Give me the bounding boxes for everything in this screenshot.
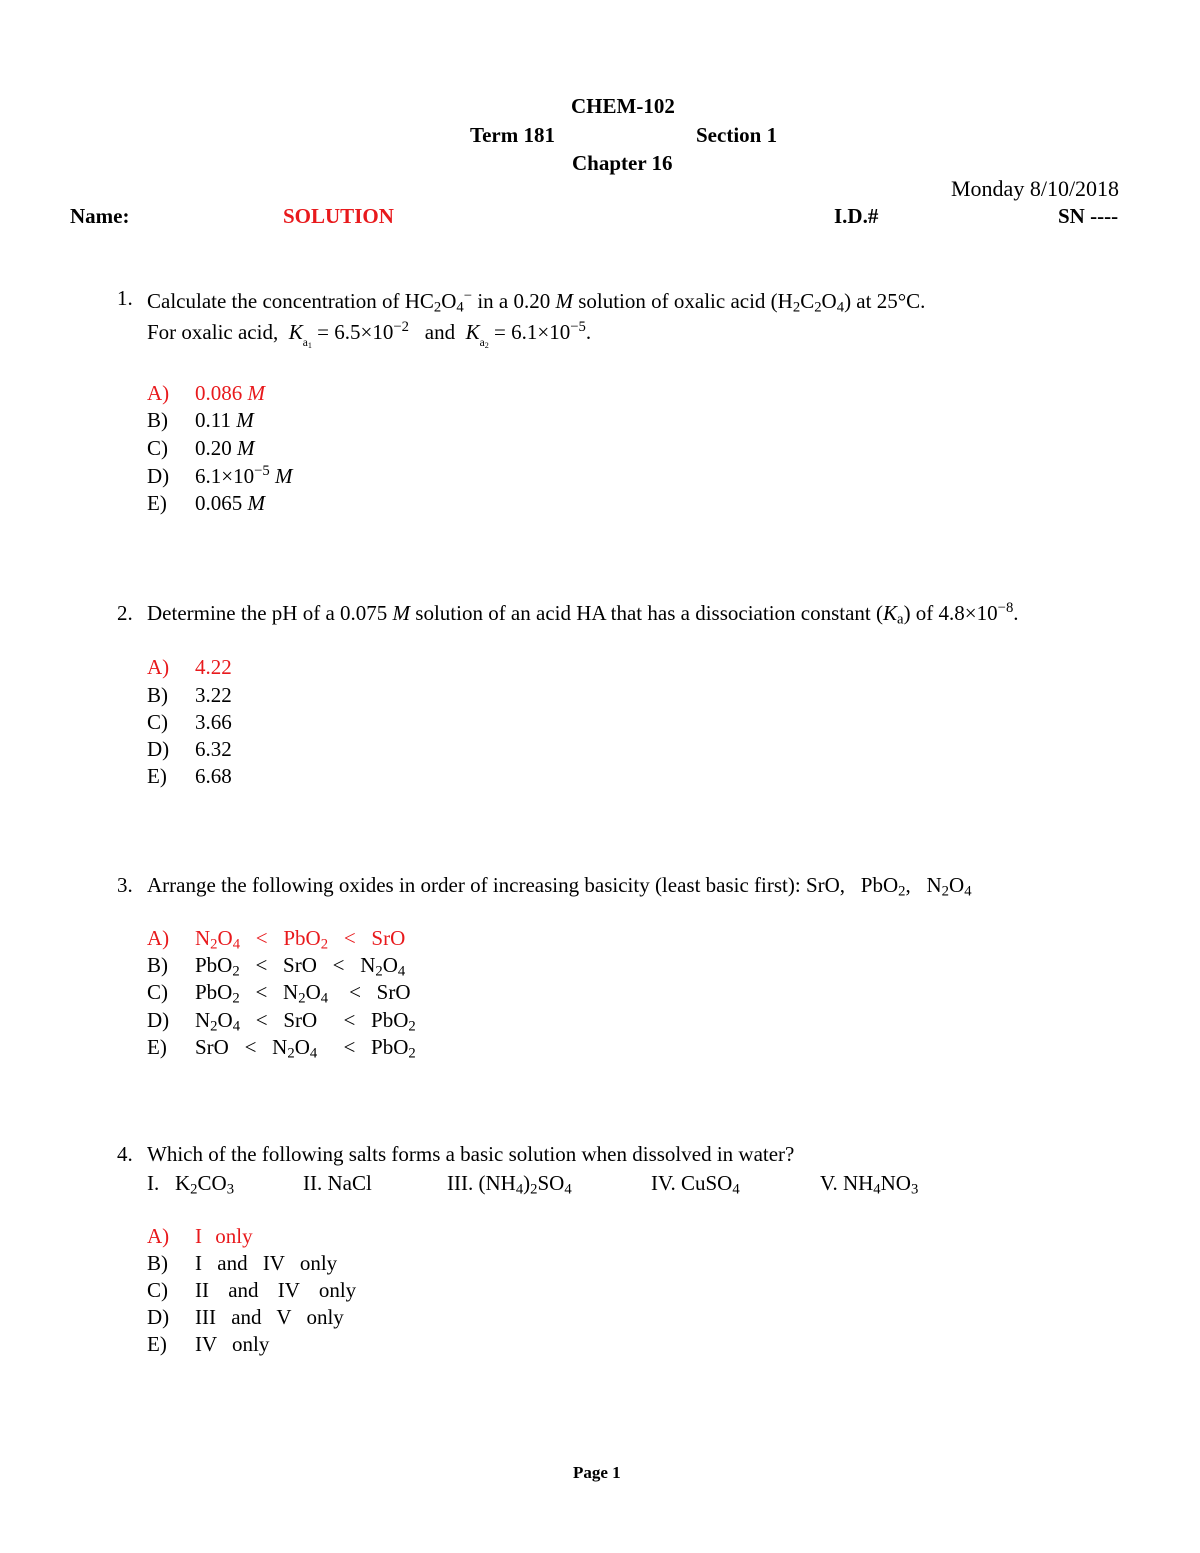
salt-item: IV. CuSO$_4$: [651, 1171, 740, 1198]
option-text: I and IV only: [195, 1251, 338, 1275]
question-number: 2.: [117, 601, 133, 625]
section-label: Section 1: [696, 123, 778, 147]
option-text: III and V only: [195, 1305, 344, 1329]
option-letter: C): [147, 1278, 168, 1302]
option-text: 3.22: [195, 683, 232, 707]
option-letter: C): [147, 710, 168, 734]
option-text: 0.11 M: [195, 408, 254, 432]
option-text: 6.32: [195, 737, 232, 761]
option-letter: D): [147, 1305, 170, 1329]
course-title: CHEM-102: [571, 94, 675, 118]
chapter-label: Chapter 16: [572, 151, 673, 175]
option-letter: A): [147, 381, 170, 405]
option-text: 0.20 M: [195, 436, 255, 460]
name-label: Name:: [70, 204, 130, 228]
question-text: Calculate the concentration of $HC_2O_4^-$ in a 0.20 M solution of oxalic acid $(H_2C_2O_4)$ at 25°C.: [147, 287, 926, 316]
salt-item: V. $NH_4NO_3$: [820, 1171, 919, 1198]
option-text: IV only: [195, 1332, 270, 1356]
option-letter: E): [147, 1332, 167, 1356]
option-text: $PbO_2 < N_2O_4$ < SrO: [195, 980, 411, 1007]
option-letter: A): [147, 1224, 170, 1248]
option-letter: D): [147, 1008, 170, 1032]
question-text-line2: For oxalic acid, $K_{a_1} = 6.5\times 10^{-2}$ and $K_{a_2} = 6.1\times 10^{-5}$.: [147, 318, 592, 350]
salt-item: III. $(NH_4)_2SO_4$: [447, 1171, 572, 1198]
name-value: SOLUTION: [283, 204, 394, 228]
option-letter: D): [147, 737, 170, 761]
option-letter: B): [147, 953, 168, 977]
question-number: 4.: [117, 1142, 133, 1166]
salt-item: II. NaCl: [303, 1171, 372, 1195]
question-number: 3.: [117, 873, 133, 897]
option-text: II and IV only: [195, 1278, 357, 1302]
question-text: Determine the pH of a 0.075 M solution of an acid HA that has a dissociation constant $(K_a)$ of $4.8\times 10^{-8}$.: [147, 599, 1019, 628]
option-letter: A): [147, 655, 170, 679]
option-text: 0.065 M: [195, 491, 265, 515]
exam-date: Monday 8/10/2018: [951, 176, 1120, 201]
option-letter: B): [147, 408, 168, 432]
id-label: I.D.#: [834, 204, 879, 228]
sn-label: SN ----: [1058, 204, 1119, 228]
salt-item: I. $K_2CO_3$: [147, 1171, 235, 1198]
option-text: SrO < $N_2O_4$ < PbO$_2$: [195, 1035, 416, 1062]
option-text: $N_2O_4 < PbO_2$ < SrO: [195, 926, 406, 953]
option-text: 3.66: [195, 710, 232, 734]
option-text: PbO$_2$ < SrO < $N_2O_4$: [195, 953, 406, 980]
option-letter: B): [147, 1251, 168, 1275]
option-text: I only: [195, 1224, 253, 1248]
option-letter: C): [147, 980, 168, 1004]
option-text: $6.1\times 10^{-5}$ M: [195, 462, 293, 488]
question-text: Which of the following salts forms a basic solution when dissolved in water?: [147, 1142, 795, 1166]
option-text: 4.22: [195, 655, 232, 679]
page-number: Page 1: [573, 1463, 621, 1482]
question-text: Arrange the following oxides in order of increasing basicity (least basic first): SrO, PbO$_2$, $N_2O_4$: [147, 873, 972, 900]
option-letter: E): [147, 764, 167, 788]
option-letter: C): [147, 436, 168, 460]
option-letter: E): [147, 491, 167, 515]
option-letter: E): [147, 1035, 167, 1059]
option-text: $N_2O_4$ < SrO < PbO$_2$: [195, 1008, 416, 1035]
option-text: 6.68: [195, 764, 232, 788]
option-letter: B): [147, 683, 168, 707]
option-letter: A): [147, 926, 170, 950]
option-text: 0.086 M: [195, 381, 265, 405]
option-letter: D): [147, 464, 170, 488]
term-label: Term 181: [470, 123, 555, 147]
question-number: 1.: [117, 286, 133, 310]
